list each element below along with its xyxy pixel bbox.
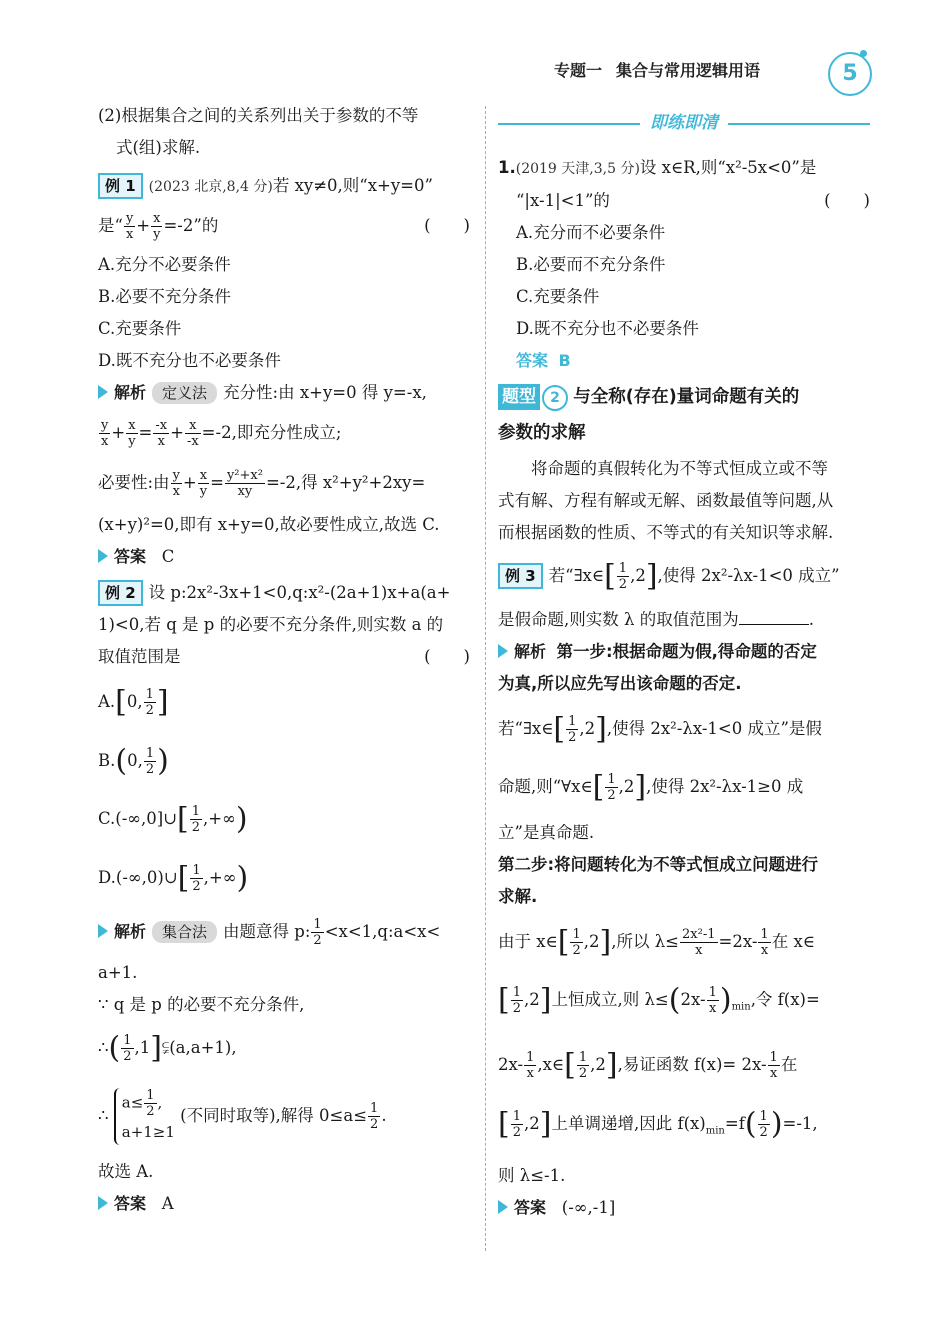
- option-d: D.(-∞,0)∪[ $\frac{1}{2}$ ,+∞): [98, 860, 249, 895]
- practice-band: 即练即清: [498, 110, 870, 136]
- option-a: A.充分而不必要条件: [516, 223, 666, 242]
- triangle-icon: [98, 924, 108, 938]
- example-1-question: 例 1 (2023 北京,8,4 分)若 xy≠0,则“x+y=0”: [98, 170, 470, 203]
- solution-1-line3: 必要性:由 $\frac{y}{x}$ + $\frac{x}{y}$ = $\frac{\text{y²+x²}}{xy}$ =-2,得 x²+y²+2xy=: [98, 468, 426, 499]
- solution-3-math1: 由于 x∈[ $\frac{1}{2}$ ,2],所以 λ≤ $\frac{\text{2x²-1}}{x}$ =2x- $\frac{1}{x}$ 在 x∈: [498, 924, 815, 959]
- solution-3-line2: 命题,则“∀x∈[ $\frac{1}{2}$ ,2],使得 2x²-λx-1≥0 成: [498, 769, 804, 805]
- question-type-2-title-line2: 参数的求解: [498, 423, 586, 443]
- solution-3-step1b: 为真,所以应先写出该命题的否定.: [498, 673, 742, 693]
- solution-3-step2b: 求解.: [498, 886, 538, 906]
- example-3-question: 例 3 若“∃x∈[ $\frac{1}{2}$ ,2],使得 2x²-λx-1<0 成立”: [498, 549, 870, 604]
- triangle-icon: [498, 1200, 508, 1214]
- intro-line-1: (2)根据集合之间的关系列出关于参数的不等: [98, 106, 419, 125]
- option-d: D.既不充分也不必要条件: [516, 319, 699, 338]
- option-a: A.[0, $\frac{1}{2}$ ]: [98, 684, 169, 720]
- solution-2-line4: ∴( $\frac{1}{2}$ ,1]⫋(a,a+1),: [98, 1030, 237, 1066]
- example-1-question-line2: 是“ $\frac{y}{x}$ + $\frac{x}{y}$ =-2”的 ( ): [98, 203, 470, 249]
- type-2-para-1: 将命题的真假转化为不等式恒成立或不等: [531, 459, 828, 478]
- example-3-tag: 例 3: [498, 563, 543, 589]
- solution-2-line5: ∴ a≤ $\frac{1}{2}$ , a+1≥1 (不同时取等),解得 0≤a≤ $\frac{1}{2}$ .: [98, 1076, 470, 1156]
- triangle-icon: [98, 385, 108, 399]
- solution-2-line6: 故选 A.: [98, 1161, 154, 1181]
- solution-3-math5: 则 λ≤-1.: [498, 1166, 566, 1186]
- example-2-question: 例 2 设 p:2x²-3x+1<0,q:x²-(2a+1)x+a(a+: [98, 577, 470, 609]
- option-a: A.充分不必要条件: [98, 255, 231, 274]
- intro-line-2: 式(组)求解.: [116, 138, 201, 157]
- page-number-dot-icon: [860, 50, 867, 57]
- solution-1-line4: (x+y)²=0,即有 x+y=0,故必要性成立,故选 C.: [98, 515, 440, 534]
- solution-3-line1: 若“∃x∈[ $\frac{1}{2}$ ,2],使得 2x²-λx-1<0 成立”是假: [498, 711, 822, 746]
- option-b: B.(0, $\frac{1}{2}$ ): [98, 743, 169, 778]
- solution-3-math2: [ $\frac{1}{2}$ ,2]上恒成立,则 λ≤(2x- $\frac{1}{x}$ )$_{min}$,令 f(x)=: [498, 982, 820, 1018]
- option-b: B.必要而不充分条件: [516, 255, 666, 274]
- solution-3-step1: 解析 第一步:根据命题为假,得命题的否定: [498, 636, 870, 668]
- solution-3-step2: 第二步:将问题转化为不等式恒成立问题进行: [498, 854, 819, 874]
- solution-3-math4: [ $\frac{1}{2}$ ,2]上单调递增,因此 $f(x)_{min}=f$( $\frac{1}{2}$ )=-1,: [498, 1106, 818, 1142]
- option-b: B.必要不充分条件: [98, 287, 231, 306]
- example-1-tag: 例 1: [98, 173, 143, 199]
- column-divider: [485, 106, 486, 1251]
- answer-1: 答案 C: [98, 541, 470, 573]
- question-type-tag: 题型: [498, 384, 540, 410]
- type-2-para-2: 式有解、方程有解或无解、函数最值等问题,从: [498, 491, 834, 510]
- example-3-line2: 是假命题,则实数 λ 的取值范围为 .: [498, 609, 814, 629]
- option-c: C.充要条件: [98, 319, 182, 338]
- option-c: C.(-∞,0]∪[ $\frac{1}{2}$ ,+∞): [98, 801, 248, 837]
- method-badge: 集合法: [152, 921, 217, 943]
- example-2-line3: 取值范围是 ( ): [98, 647, 470, 666]
- solution-3-line3: 立”是真命题.: [498, 822, 595, 842]
- page-number: 5: [828, 52, 872, 96]
- page-header-topic: 专题一 集合与常用逻辑用语: [553, 61, 760, 80]
- option-c: C.充要条件: [516, 287, 600, 306]
- solution-1-line2: $\frac{y}{x}$ + $\frac{x}{y}$ = $\frac{-x}{x}$ + $\frac{x}{-x}$ =-2,即充分性成立;: [101, 418, 342, 449]
- answer-blank: [739, 624, 809, 625]
- answer-paren: ( ): [424, 216, 470, 235]
- answer-2: 答案 A: [98, 1188, 470, 1220]
- solution-2-line1: 解析 集合法 由题意得 p: $\frac{1}{2}$ <x<1,q:a<x<: [98, 907, 470, 957]
- triangle-icon: [98, 549, 108, 563]
- inequality-system: a≤ $\frac{1}{2}$ , a+1≥1: [114, 1088, 175, 1145]
- example-2-tag: 例 2: [98, 580, 143, 606]
- solution-2-line3: ∵ q 是 p 的必要不充分条件,: [98, 995, 305, 1014]
- triangle-icon: [98, 1196, 108, 1210]
- practice-q1-line1: 1.(2019 天津,3,5 分)设 x∈R,则“x²-5x<0”是: [498, 158, 817, 177]
- example-2-line2: 1)<0,若 q 是 p 的必要不充分条件,则实数 a 的: [98, 615, 444, 634]
- solution-3-math3: 2x- $\frac{1}{x}$ ,x∈[ $\frac{1}{2}$ ,2],易证函数 f(x)= 2x- $\frac{1}{x}$ 在: [498, 1047, 798, 1083]
- method-badge: 定义法: [152, 382, 217, 404]
- solution-2-line2: a+1.: [98, 963, 138, 982]
- type-2-para-3: 而根据函数的性质、不等式的有关知识等求解.: [498, 523, 834, 542]
- solution-1-line1: 解析 定义法 充分性:由 x+y=0 得 y=-x,: [98, 377, 470, 409]
- question-type-2-title: 题型 2 与全称(存在)量词命题有关的: [498, 381, 870, 413]
- answer-3: 答案 (-∞,-1]: [498, 1192, 870, 1224]
- practice-q1-answer: 答案 B: [516, 351, 571, 370]
- practice-q1-line2: “|x-1|<1”的 ( ): [516, 191, 870, 210]
- triangle-icon: [498, 644, 508, 658]
- left-column: [98, 100, 470, 1220]
- right-column: [498, 100, 870, 1224]
- option-d: D.既不充分也不必要条件: [98, 351, 281, 370]
